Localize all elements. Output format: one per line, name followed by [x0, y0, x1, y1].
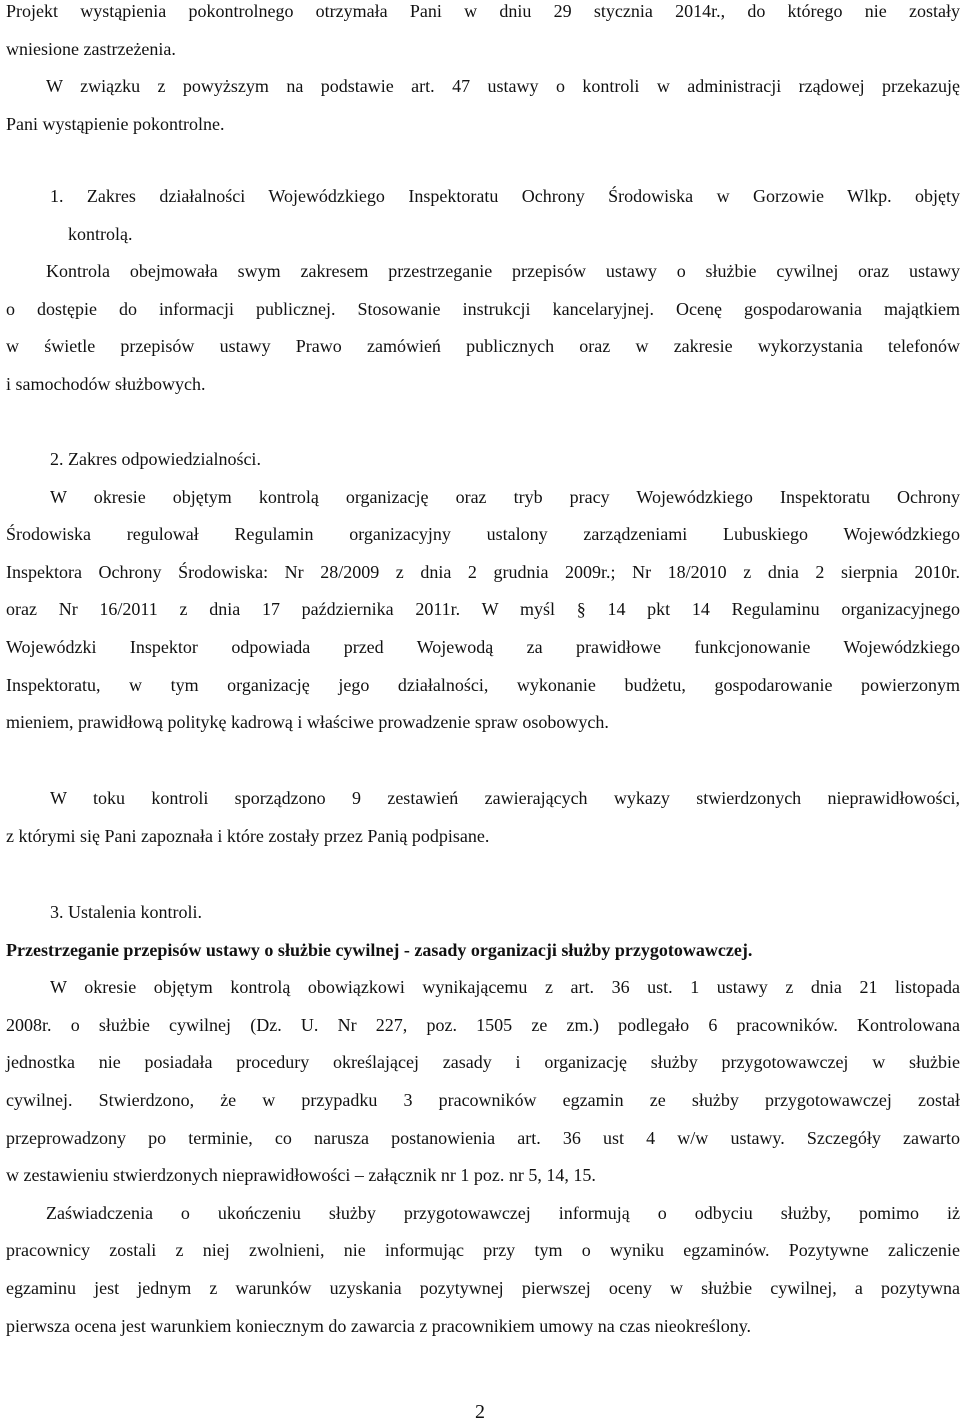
text-line: W toku kontroli sporządzono 9 zestawień zawierających wykazy stwierdzonych nieprawidłowości,	[50, 788, 960, 808]
text-line: egzaminu jest jednym z warunków uzyskania pozytywnej pierwszej oceny w służbie cywilnej, a pozytywna	[6, 1277, 960, 1298]
section-2-summary	[6, 780, 960, 855]
text-line: cywilnej. Stwierdzono, że w przypadku 3 pracowników egzamin ze służby przygotowawczej został	[6, 1089, 960, 1110]
text-line: 2008r. o służbie cywilnej (Dz. U. Nr 227, poz. 1505 ze zm.) podlegało 6 pracowników. Kontrolowana	[6, 1014, 960, 1035]
text-line: Wojewódzki Inspektor odpowiada przed Wojewodą za prawidłowe funkcjonowanie Wojewódzkiego	[6, 636, 960, 657]
section-1	[6, 178, 960, 404]
text-line: Pani wystąpienie pokontrolne.	[6, 113, 225, 134]
text-line: przeprowadzony po terminie, co narusza postanowienia art. 36 ust 4 w/w ustawy. Szczegóły zawarto	[6, 1127, 960, 1148]
intro-paragraph	[6, 0, 960, 143]
text-line: w zestawieniu stwierdzonych nieprawidłowości – załącznik nr 1 poz. nr 5, 14, 15.	[6, 1165, 596, 1186]
text-line: Projekt wystąpienia pokontrolnego otrzymała Pani w dniu 29 stycznia 2014r., do którego nie zostały	[6, 1, 960, 21]
text-line: wniesione zastrzeżenia.	[6, 38, 176, 59]
section-heading: 3. Ustalenia kontroli.	[50, 902, 202, 922]
text-line: mieniem, prawidłową politykę kadrową i właściwe prowadzenie spraw osobowych.	[6, 712, 609, 733]
text-line: w świetle przepisów ustawy Prawo zamówień publicznych oraz w zakresie wykorzystania telefonów	[6, 336, 960, 357]
text-line: pierwsza ocena jest warunkiem koniecznym do zawarcia z pracownikiem umowy na czas nieokreślony.	[6, 1315, 752, 1336]
section-3	[6, 894, 960, 1345]
text-line: z którymi się Pani zapoznała i które zostały przez Panią podpisane.	[6, 825, 490, 846]
text-line: oraz Nr 16/2011 z dnia 17 października 2011r. W myśl § 14 pkt 14 Regulaminu organizacyjnego	[6, 599, 960, 620]
text-line: Środowiska regulował Regulamin organizacyjny ustalony zarządzeniami Lubuskiego Wojewódzkiego	[6, 524, 960, 545]
text-line: Inspektoratu, w tym organizację jego działalności, wykonanie budżetu, gospodarowanie powierzonym	[6, 674, 960, 695]
section-2	[6, 441, 960, 742]
section-heading: 1. Zakres działalności Wojewódzkiego Inspektoratu Ochrony Środowiska w Gorzowie Wlkp. objęty	[50, 186, 960, 206]
text-line: Inspektora Ochrony Środowiska: Nr 28/2009 z dnia 2 grudnia 2009r.; Nr 18/2010 z dnia 2 sierpnia 2010r.	[6, 561, 960, 582]
section-heading: kontrolą.	[68, 223, 133, 244]
page-number: 2	[475, 1401, 485, 1423]
text-line: Zaświadczenia o ukończeniu służby przygotowawczej informują o odbyciu służby, pomimo iż	[46, 1202, 960, 1223]
text-line: o dostępie do informacji publicznej. Stosowanie instrukcji kancelaryjnej. Ocenę gospodarowania majątkiem	[6, 298, 960, 319]
text-line: i samochodów służbowych.	[6, 373, 206, 394]
text-line: W związku z powyższym na podstawie art. 47 ustawy o kontroli w administracji rządowej przekazuję	[46, 76, 960, 97]
section-subheading: Przestrzeganie przepisów ustawy o służbie cywilnej - zasady organizacji służby przygotowawczej.	[6, 939, 753, 960]
text-line: jednostka nie posiadała procedury określającej zasady i organizację służby przygotowawczej w służbie	[6, 1052, 960, 1073]
text-line: W okresie objętym kontrolą organizację oraz tryb pracy Wojewódzkiego Inspektoratu Ochrony	[50, 486, 960, 507]
text-line: pracownicy zostali z niej zwolnieni, nie informując przy tym o wyniku egzaminów. Pozytywne zaliczenie	[6, 1240, 960, 1261]
text-line: Kontrola obejmowała swym zakresem przestrzeganie przepisów ustawy o służbie cywilnej oraz ustawy	[46, 261, 960, 282]
text-line: W okresie objętym kontrolą obowiązkowi wynikającemu z art. 36 ust. 1 ustawy z dnia 21 listopada	[50, 977, 960, 998]
section-heading: 2. Zakres odpowiedzialności.	[50, 449, 261, 469]
